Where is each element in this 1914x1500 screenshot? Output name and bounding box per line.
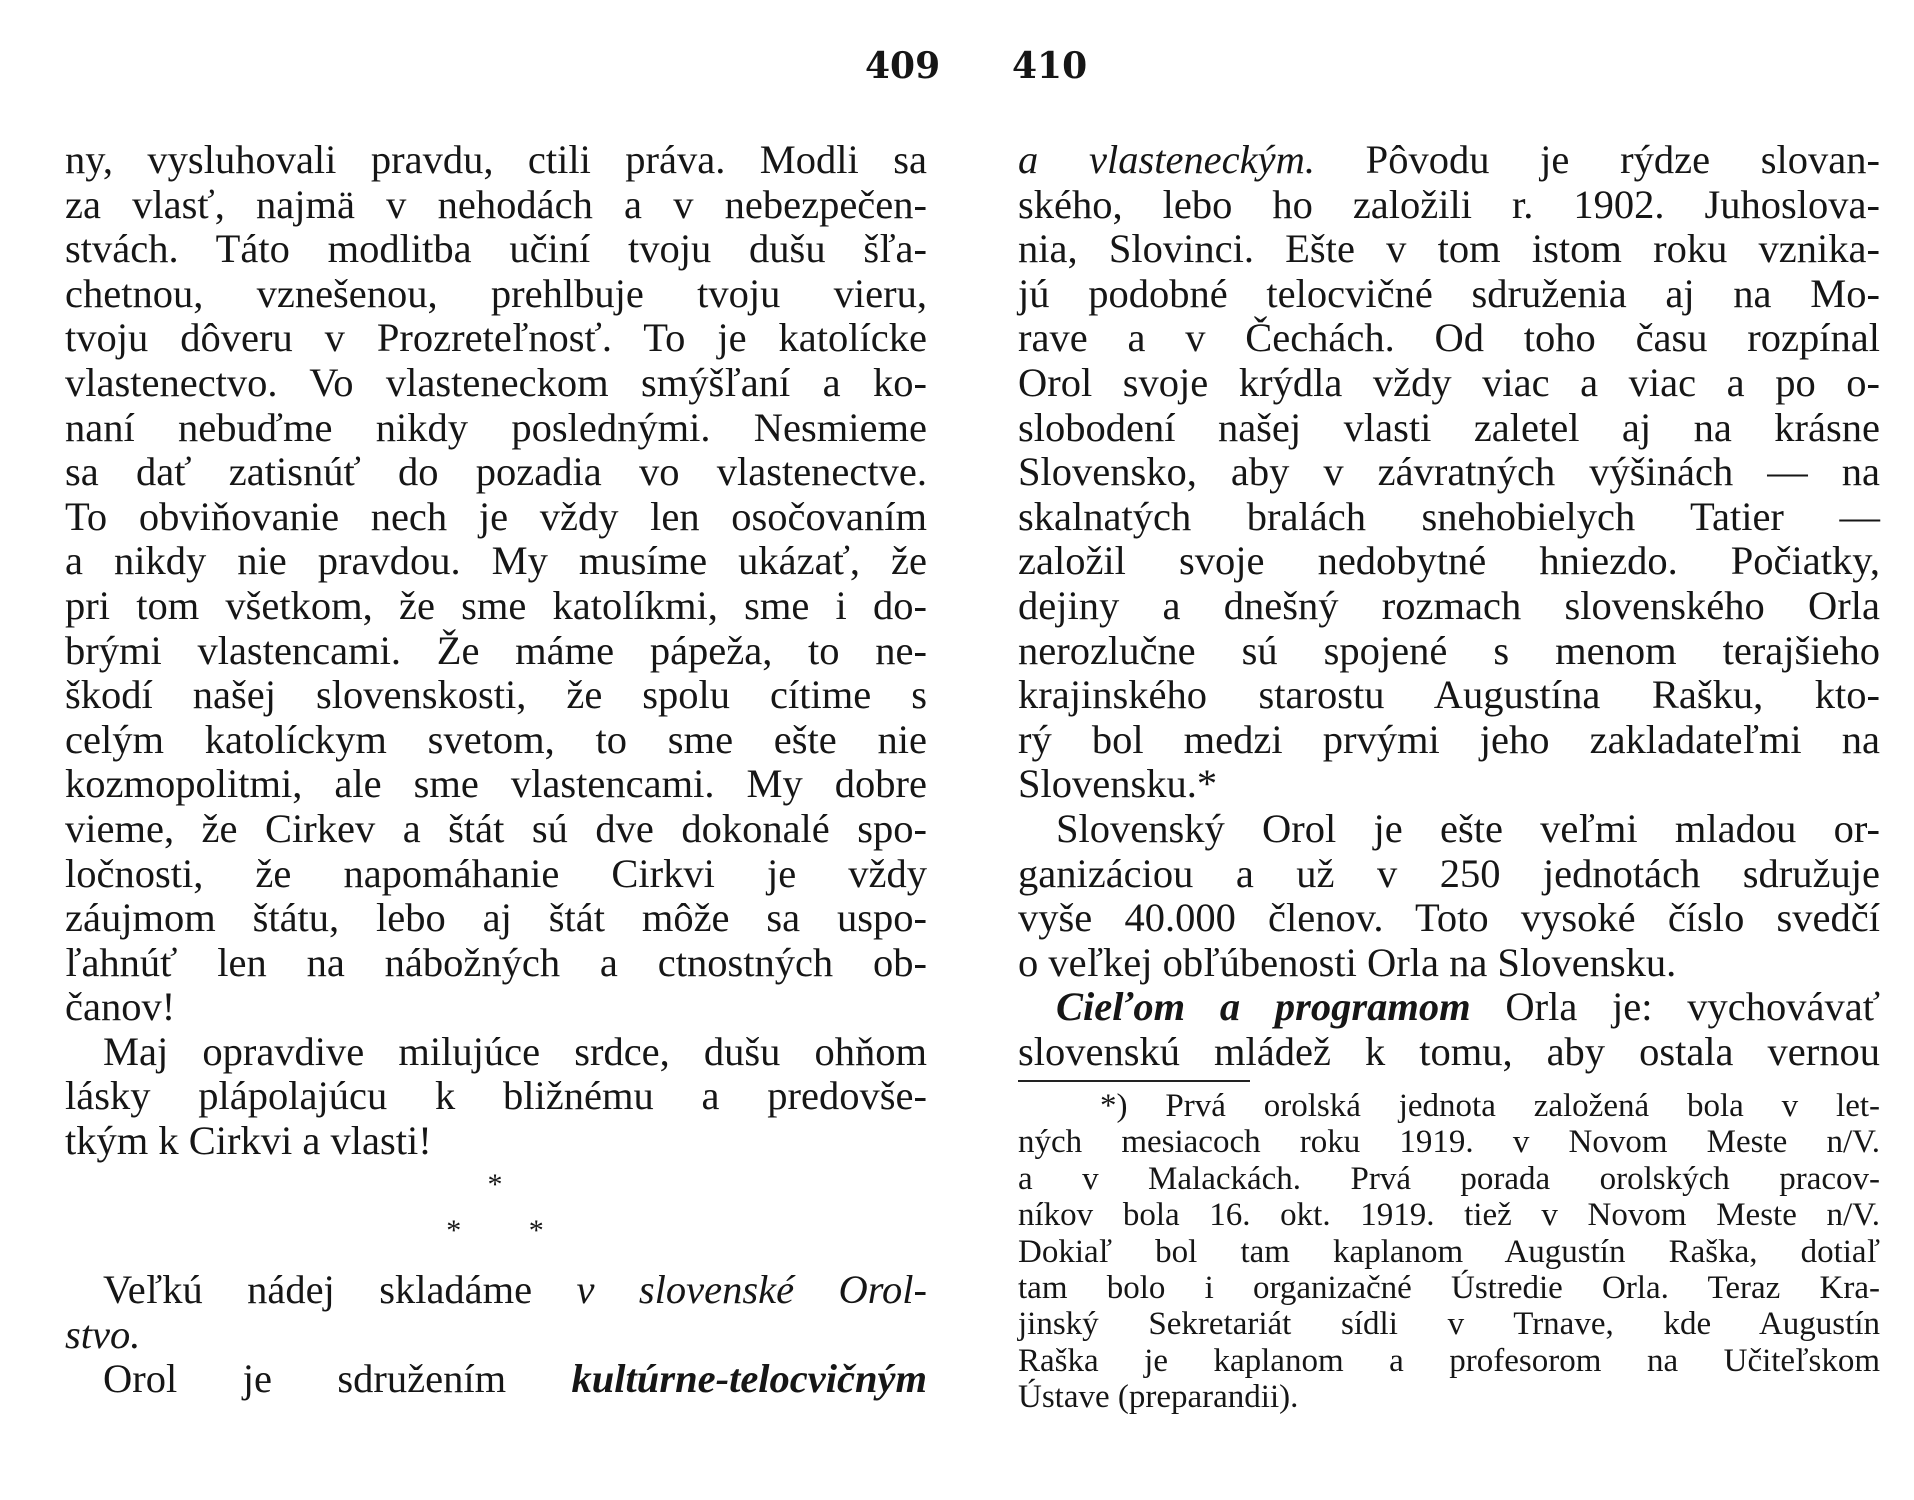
text-run: Orol je sdružením bbox=[103, 1356, 572, 1402]
footnote-line: Dokiaľ bol tam kaplanom Augustín Raška, dotiaľ bbox=[1018, 1233, 1880, 1270]
text-line: ny, vysluhovali pravdu, ctili práva. Modli sa bbox=[65, 137, 927, 182]
text-line: škodí našej slovenskosti, že spolu cítime s bbox=[65, 672, 927, 718]
text-line: lásky plápolajúcu k bližnému a predovše- bbox=[65, 1073, 927, 1119]
footnote-line: níkov bola 16. okt. 1919. tiež v Novom Meste n/V. bbox=[1018, 1197, 1880, 1234]
text-run: Pôvodu je rýdze slovan- bbox=[1314, 137, 1880, 182]
left-column bbox=[65, 138, 927, 1164]
text-line: chetnou, vznešenou, prehlbuje tvoju vieru, bbox=[65, 270, 927, 316]
text-line: Maj opravdive milujúce srdce, dušu ohňom bbox=[103, 1028, 927, 1074]
text-line: vyše 40.000 členov. Toto vysoké číslo svedčí bbox=[1018, 895, 1880, 941]
text-line: Orol svoje krýdla vždy viac a viac a po o- bbox=[1018, 359, 1880, 405]
text-line bbox=[65, 1268, 927, 1313]
footnote-line: Raška je kaplanom a profesorom na Učiteľskom bbox=[1018, 1342, 1880, 1379]
text-line: nerozlučne sú spojené s menom terajšieho bbox=[1018, 627, 1880, 673]
text-line: tvoju dôveru v Prozreteľnosť. To je katolícke bbox=[65, 315, 927, 361]
text-line: brými vlastencami. Že máme pápeža, to ne- bbox=[65, 627, 927, 673]
text-line bbox=[65, 1357, 927, 1402]
text-line: pri tom všetkom, že sme katolíkmi, sme i do- bbox=[65, 582, 927, 628]
text-line: Slovensku.* bbox=[1018, 761, 1218, 807]
footnote-line: ných mesiacoch roku 1919. v Novom Meste n/V. bbox=[1018, 1124, 1880, 1161]
text-line: vieme, že Cirkev a štát sú dve dokonalé spo- bbox=[65, 805, 927, 851]
text-line: jú podobné telocvičné sdruženia aj na Mo- bbox=[1018, 270, 1880, 316]
text-line: vlastenectvo. Vo vlasteneckom smýšľaní a ko- bbox=[65, 359, 927, 405]
text-line: a nikdy nie pravdou. My musíme ukázať, že bbox=[65, 538, 927, 584]
text-line: ľahnúť len na nábožných a ctnostných ob- bbox=[65, 939, 927, 985]
left-column-tail bbox=[65, 1268, 927, 1402]
bold-italic-text: kultúrne-telocvičným bbox=[571, 1356, 927, 1402]
bold-italic-text: Cieľom a programom bbox=[1056, 984, 1471, 1030]
footnote-line: Ústave (preparandii). bbox=[1018, 1379, 1299, 1416]
text-line: rave a v Čechách. Od toho času rozpínal bbox=[1018, 315, 1880, 361]
text-line: ganizáciou a už v 250 jednotách sdružuje bbox=[1018, 850, 1880, 896]
footnote bbox=[1018, 1088, 1880, 1416]
text-line bbox=[1018, 138, 1880, 183]
text-line: čanov! bbox=[65, 984, 176, 1030]
text-line: krajinského starostu Augustína Rašku, kto- bbox=[1018, 672, 1880, 718]
text-run: Veľkú nádej skladáme bbox=[103, 1267, 577, 1312]
footnote-line: *) Prvá orolská jednota založená bola v let- bbox=[1100, 1088, 1880, 1124]
italic-text: a vlasteneckým. bbox=[1018, 137, 1315, 182]
text-run: Orla je: vychovávať bbox=[1470, 984, 1880, 1030]
footnote-line: tam bolo i organizačné Ústredie Orla. Teraz Kra- bbox=[1018, 1269, 1880, 1306]
text-line: celým katolíckym svetom, to sme ešte nie bbox=[65, 716, 927, 762]
text-line: dejiny a dnešný rozmach slovenského Orla bbox=[1018, 582, 1880, 628]
section-divider-star: * bbox=[487, 1168, 503, 1201]
text-line: naní nebuďme nikdy poslednými. Nesmieme bbox=[65, 404, 927, 450]
page-number-right: 410 bbox=[1012, 45, 1088, 87]
text-line: záujmom štátu, lebo aj štát môže sa uspo- bbox=[65, 895, 927, 941]
text-line: o veľkej obľúbenosti Orla na Slovensku. bbox=[1018, 939, 1677, 985]
text-line: slovenskú mládež k tomu, aby ostala vernou bbox=[1018, 1028, 1880, 1074]
text-line: Slovenský Orol je ešte veľmi mladou or- bbox=[1056, 805, 1880, 851]
italic-text: v slovenské Orol- bbox=[576, 1267, 927, 1312]
text-line: ločnosti, že napomáhanie Cirkvi je vždy bbox=[65, 850, 927, 896]
text-line: skalnatých bralách snehobielych Tatier — bbox=[1018, 493, 1880, 539]
italic-text-line: stvo. bbox=[65, 1311, 141, 1357]
right-column bbox=[1018, 138, 1880, 1074]
footnote-line: a v Malackách. Prvá porada orolských pracov- bbox=[1018, 1160, 1880, 1197]
text-line: kozmopolitmi, ale sme vlastencami. My dobre bbox=[65, 761, 927, 807]
text-line: slobodení našej vlasti zaletel aj na krásne bbox=[1018, 404, 1880, 450]
section-divider-stars: * * bbox=[446, 1214, 544, 1247]
text-line: ského, lebo ho založili r. 1902. Juhoslova- bbox=[1018, 181, 1880, 227]
text-line: založil svoje nedobytné hniezdo. Počiatky, bbox=[1018, 538, 1880, 584]
page-number-left: 409 bbox=[865, 45, 941, 87]
text-line: tkým k Cirkvi a vlasti! bbox=[65, 1118, 432, 1164]
text-line: sa dať zatisnúť do pozadia vo vlastenectve. bbox=[65, 449, 927, 495]
footnote-divider bbox=[1018, 1080, 1250, 1082]
text-line: nia, Slovinci. Ešte v tom istom roku vznika- bbox=[1018, 226, 1880, 272]
text-line: Slovensko, aby v závratných výšinách — na bbox=[1018, 449, 1880, 495]
text-line: To obviňovanie nech je vždy len osočovaním bbox=[65, 493, 927, 539]
text-line: stvách. Táto modlitba učiní tvoju dušu šľa- bbox=[65, 226, 927, 272]
text-line: rý bol medzi prvými jeho zakladateľmi na bbox=[1018, 716, 1880, 762]
footnote-line: jinský Sekretariát sídli v Trnave, kde Augustín bbox=[1018, 1306, 1880, 1343]
text-line: za vlasť, najmä v nehodách a v nebezpečen- bbox=[65, 181, 927, 227]
text-line bbox=[1018, 985, 1880, 1030]
